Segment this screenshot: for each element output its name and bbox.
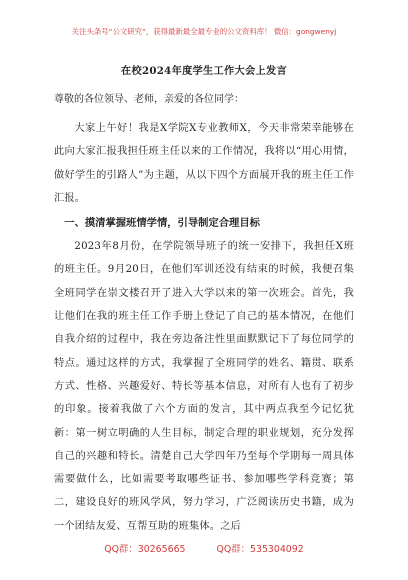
document-page bbox=[54, 62, 354, 538]
header-banner: 关注头条号“公文研究”，获得最新最全最专业的公文资料库！ 微信：gongwenyj bbox=[71, 27, 337, 36]
intro-paragraph: 大家上午好！我是X学院X专业教师X，今天非常荣幸能够在此向大家汇报我担任班主任以来的工作情况，我将以“用心用情，做好学生的引路人”为主题，从以下四个方面展开我的班主任工作汇报。 bbox=[54, 123, 354, 204]
section-paragraph-1: 2023年8月份，在学院领导班子的统一安排下，我担任X班的班主任。9月20日，在他们军训还没有结束的时候，我便召集全班同学在崇文楼召开了进入大学以来的第一次班会。首先，我让他们在我的班主任工作手册上登记了自己的基本情况，在他们自我介绍的过程中，我在旁边备注性里面默默记下了每位同学的特点。通过这样的方式，我掌握了全班同学的姓名、籍贯、联系方式、性格、兴趣爱好、特长等基本信息，对所有人也有了初步的印象。接着我做了六个方面的发言，其中两点我至今记忆犹新：第一树立明确的人生目标，制定合理的职业规划，充分发挥自己的兴趣和特长。清楚自己大学四年乃至每个学期每一周具体需要做什么，比如需要考取哪些证书、参加哪些学科竞赛；第二，建设良好的班风学风，努力学习，广泛阅读历史书籍，成为一个团结友爱、互帮互助的班集体。之后 bbox=[54, 241, 354, 532]
footer-banner bbox=[0, 541, 408, 555]
section-heading-1: 一、摸清掌握班情学情，引导制定合理目标 bbox=[64, 217, 260, 230]
footer-qq-group-1: QQ群：30265665 bbox=[104, 544, 186, 555]
document-title: 在校2024年度学生工作大会上发言 bbox=[121, 65, 287, 77]
footer-qq-group-2: QQ群：535304092 bbox=[216, 544, 304, 555]
greeting: 尊敬的各位领导、老师，亲爱的各位同学： bbox=[54, 94, 244, 105]
